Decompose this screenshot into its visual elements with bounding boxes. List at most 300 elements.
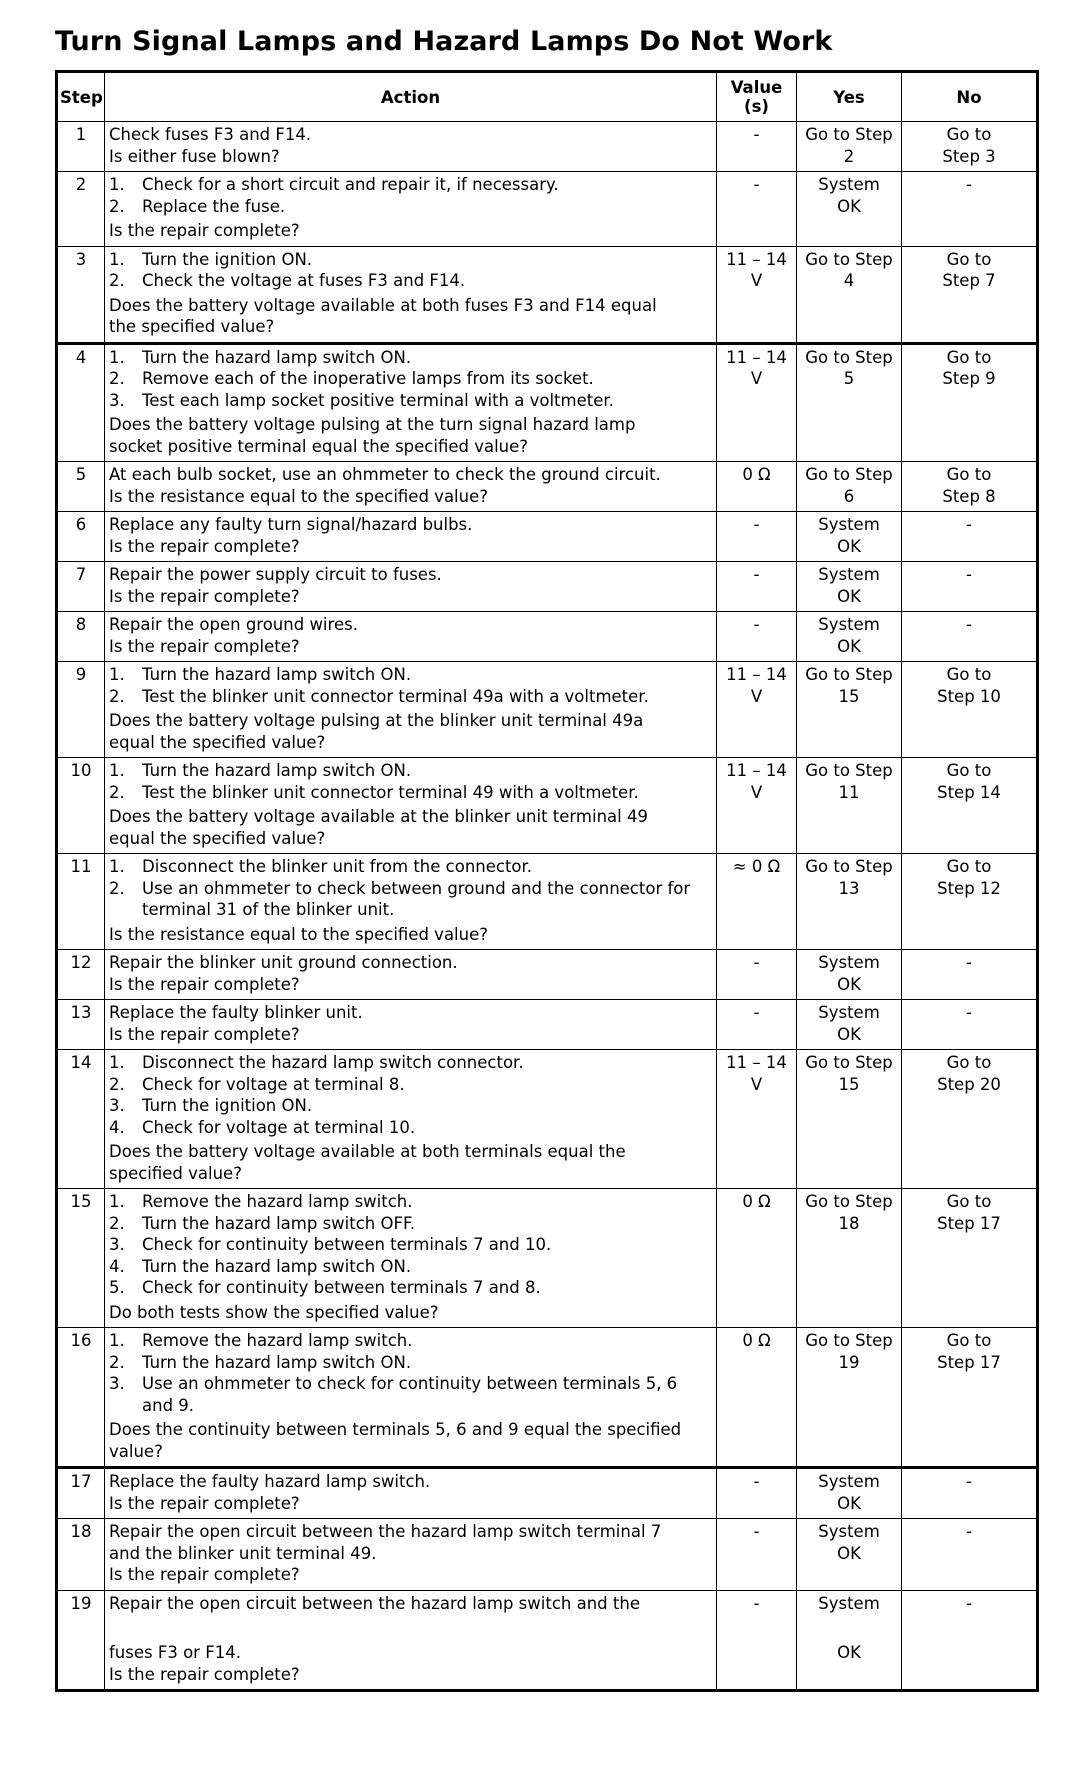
yes-line: 15 [838,1074,860,1094]
no-line: Go to [946,1192,992,1211]
value-line: - [753,1472,760,1491]
yes-line: OK [837,974,861,994]
no-cell [902,612,1038,662]
question-line: Is the repair complete? [109,221,300,240]
action-question [109,1564,712,1586]
action-question [109,414,712,457]
question-line: Does the battery voltage available at the blinker unit terminal 49 [109,807,648,826]
action-step-number: 2. [109,369,125,388]
yes-line: OK [837,1543,861,1563]
step-number: 19 [57,1590,105,1691]
value-cell [717,662,797,758]
question-line: Is the repair complete? [109,636,300,656]
no-line: Go to [946,249,992,269]
action-step-text: Turn the hazard lamp switch ON. [142,761,412,780]
spacer [109,1614,712,1642]
action-cell [105,1189,717,1328]
action-step-text: Check for voltage at terminal 10. [142,1117,416,1137]
table-row [57,1000,1038,1050]
no-line: Go to [946,665,992,684]
question-line: Is the resistance equal to the specified value? [109,486,489,506]
question-line: the specified value? [109,317,275,336]
value-line: 11 – 14 [726,761,787,780]
header-value-line: (s) [744,97,769,116]
action-cell [105,1328,717,1468]
action-step-number: 1. [109,761,125,780]
action-question [109,1302,712,1324]
action-step-text: Test the blinker unit connector terminal 49a with a voltmeter. [142,686,649,706]
value-line: 11 – 14 [726,665,787,684]
action-step-number: 5. [109,1278,125,1297]
no-line: - [966,515,972,534]
yes-line: Go to Step [805,249,893,269]
action-text: Check fuses F3 and F14. [109,125,312,144]
question-line: Is the repair complete? [109,1664,300,1684]
value-cell [717,343,797,462]
step-number: 15 [57,1189,105,1328]
action-step-text: Replace the fuse. [142,196,286,216]
no-line: - [966,565,972,584]
action-cell [105,122,717,172]
no-line: Go to [946,1053,992,1072]
action-step-number: 3. [109,1096,125,1115]
action-step-text: Turn the ignition ON. [142,249,313,269]
action-step-text: Remove the hazard lamp switch. [142,1331,413,1350]
action-cell [105,950,717,1000]
value-cell [717,1000,797,1050]
yes-cell [797,1000,902,1050]
action-text: Replace any faulty turn signal/hazard bulbs. [109,515,473,534]
action-step-text: Check for voltage at terminal 8. [142,1074,405,1094]
no-line: - [966,1593,972,1613]
question-line: Does the battery voltage available at both terminals equal the [109,1142,626,1161]
value-line: ≈ 0 Ω [732,857,781,876]
no-cell [902,246,1038,343]
action-step-number: 2. [109,271,125,290]
action-step-number: 3. [109,1374,125,1393]
yes-line: 4 [843,271,855,290]
action-cell [105,1519,717,1591]
action-step-item [109,1117,712,1139]
value-line: - [753,615,760,634]
yes-line: 11 [838,782,860,802]
value-line: 11 – 14 [726,249,787,269]
action-step-number: 2. [109,686,125,706]
no-line: Step 14 [937,782,1001,802]
yes-line: System [818,615,880,634]
value-line: V [750,1074,763,1094]
yes-cell [797,854,902,950]
step-number: 4 [57,343,105,462]
question-line: Does the battery voltage pulsing at the blinker unit terminal 49a [109,711,644,730]
step-number: 18 [57,1519,105,1591]
yes-cell [797,950,902,1000]
yes-cell [797,462,902,512]
value-line: 11 – 14 [726,1053,787,1072]
yes-line: System [818,953,880,972]
action-cell [105,512,717,562]
action-step-item [109,1052,712,1074]
header-value-line: Value [730,78,783,97]
action-cell [105,1050,717,1189]
question-line: Do both tests show the specified value? [109,1302,439,1322]
no-cell [902,172,1038,247]
action-question [109,146,712,168]
yes-line: Go to Step [805,347,893,367]
yes-cell [797,662,902,758]
step-number: 14 [57,1050,105,1189]
step-number: 2 [57,172,105,247]
value-line: V [750,271,763,290]
action-step-item [109,1191,712,1213]
action-step-item [109,1277,712,1299]
table-row [57,343,1038,462]
step-number: 5 [57,462,105,512]
yes-line: System [818,565,880,584]
no-line: Step 17 [937,1352,1001,1372]
table-row [57,1468,1038,1519]
question-line: Does the battery voltage pulsing at the turn signal hazard lamp [109,415,636,434]
yes-line: 2 [843,146,855,166]
header-yes: Yes [797,72,902,122]
action-question [109,924,712,946]
no-cell [902,758,1038,854]
yes-cell [797,512,902,562]
yes-cell [797,1590,902,1691]
step-number: 12 [57,950,105,1000]
value-line: - [753,1003,760,1022]
value-line: - [753,1593,760,1613]
action-step-item [109,856,712,878]
no-line: Step 20 [937,1074,1001,1094]
action-question [109,1024,712,1046]
no-line: - [966,1522,972,1541]
table-body [57,122,1038,1691]
action-step-text: Remove the hazard lamp switch. [142,1192,413,1211]
no-line: Go to [946,857,992,876]
table-row [57,1189,1038,1328]
no-cell [902,122,1038,172]
table-row [57,950,1038,1000]
question-line: Is the resistance equal to the specified value? [109,924,489,944]
table-row [57,1050,1038,1189]
table-row [57,512,1038,562]
action-step-item [109,270,712,292]
action-step-item [109,1373,712,1416]
no-cell [902,1468,1038,1519]
action-step-item [109,249,712,271]
action-step-item [109,1074,712,1096]
action-step-item [109,686,712,708]
question-line: Is the repair complete? [109,1565,300,1584]
step-number: 17 [57,1468,105,1519]
no-line: Step 9 [942,369,996,388]
step-number: 16 [57,1328,105,1468]
action-step-number: 1. [109,665,125,684]
action-question [109,1493,712,1515]
action-step-item [109,390,712,412]
step-number: 6 [57,512,105,562]
action-step-text: Turn the hazard lamp switch ON. [142,665,412,684]
action-cell [105,246,717,343]
action-step-number: 2. [109,196,125,216]
yes-cell [797,1468,902,1519]
action-cell [105,172,717,247]
value-cell [717,462,797,512]
value-line: - [753,1522,760,1541]
value-line: - [753,515,760,534]
table-row [57,1328,1038,1468]
action-step-number: 1. [109,857,125,876]
action-step-text: Turn the hazard lamp switch ON. [142,347,412,367]
value-line: V [750,369,763,388]
action-question [109,636,712,658]
action-step-text: Use an ohmmeter to check for continuity between terminals 5, 6 and 9. [142,1374,678,1415]
action-step-number: 2. [109,1213,125,1233]
no-line: - [966,175,972,194]
yes-line: System [818,515,880,534]
action-step-number: 1. [109,1331,125,1350]
no-cell [902,1050,1038,1189]
value-cell [717,122,797,172]
no-line: - [966,1003,972,1022]
yes-line: Go to Step [805,125,893,144]
yes-cell [797,1328,902,1468]
action-step-text: Check for a short circuit and repair it, if necessary. [142,175,559,194]
action-text: and the blinker unit terminal 49. [109,1543,377,1563]
action-text: Repair the blinker unit ground connection. [109,953,458,972]
value-cell [717,1328,797,1468]
yes-line: Go to Step [805,1331,893,1350]
value-line: V [750,782,763,802]
value-line: V [750,686,763,706]
no-cell [902,1328,1038,1468]
no-cell [902,562,1038,612]
action-cell [105,462,717,512]
action-text: Repair the power supply circuit to fuses. [109,565,442,584]
no-line: Go to [946,761,992,780]
table-row [57,758,1038,854]
yes-cell [797,122,902,172]
action-step-number: 2. [109,782,125,802]
value-cell [717,172,797,247]
value-line: 0 Ω [742,1192,771,1211]
value-cell [717,1590,797,1691]
yes-cell [797,612,902,662]
table-row [57,562,1038,612]
step-number: 3 [57,246,105,343]
step-number: 11 [57,854,105,950]
yes-line: Go to Step [805,857,893,876]
table-row [57,172,1038,247]
yes-line: OK [837,1643,861,1662]
action-step-text: Disconnect the blinker unit from the connector. [142,857,533,876]
action-text: Repair the open ground wires. [109,615,358,634]
action-step-item [109,760,712,782]
yes-cell [797,246,902,343]
value-cell [717,1050,797,1189]
yes-line: 15 [838,686,860,706]
action-step-text: Check the voltage at fuses F3 and F14. [142,271,466,290]
value-cell [717,246,797,343]
no-line: Step 3 [942,146,996,166]
action-step-text: Check for continuity between terminals 7 and 8. [142,1278,541,1297]
action-text: Repair the open circuit between the hazard lamp switch terminal 7 [109,1522,662,1541]
action-step-text: Use an ohmmeter to check between ground and the connector for terminal 31 of the blinker unit. [142,878,691,919]
no-line: Step 17 [937,1213,1001,1233]
value-cell [717,1468,797,1519]
action-text: Replace the faulty hazard lamp switch. [109,1472,431,1491]
yes-line: 6 [843,486,855,506]
no-cell [902,512,1038,562]
yes-line: OK [837,1024,861,1044]
value-cell [717,1519,797,1591]
yes-line: System [818,1593,880,1613]
question-line: Is the repair complete? [109,1493,300,1513]
action-step-number: 2. [109,1352,125,1372]
step-number: 8 [57,612,105,662]
yes-line: System [818,1003,880,1022]
header-no: No [902,72,1038,122]
action-step-item [109,782,712,804]
action-step-item [109,368,712,390]
value-line: - [753,953,760,972]
action-step-number: 1. [109,175,125,194]
action-question [109,536,712,558]
value-cell [717,1189,797,1328]
value-line: - [753,125,760,144]
table-row [57,462,1038,512]
question-line: equal the specified value? [109,732,326,752]
yes-cell [797,1189,902,1328]
yes-line: System [818,1522,880,1541]
action-cell [105,1000,717,1050]
action-question [109,974,712,996]
value-line: - [753,175,760,194]
table-row [57,246,1038,343]
no-cell [902,950,1038,1000]
no-line: Go to [946,1331,992,1350]
no-cell [902,1590,1038,1691]
no-line: Step 7 [942,271,996,290]
step-number: 7 [57,562,105,612]
value-cell [717,512,797,562]
value-cell [717,950,797,1000]
action-step-item [109,1256,712,1278]
yes-line: 13 [838,878,860,898]
yes-cell [797,758,902,854]
action-question [109,486,712,508]
yes-line: System [818,175,880,194]
yes-line: Go to Step [805,1053,893,1072]
no-cell [902,462,1038,512]
header-row [57,72,1038,122]
yes-line: Go to Step [805,1192,893,1211]
yes-cell [797,343,902,462]
action-text: Replace the faulty blinker unit. [109,1003,363,1022]
action-step-number: 1. [109,249,125,269]
yes-line: 19 [838,1352,860,1372]
table-row [57,1590,1038,1691]
action-cell [105,562,717,612]
no-line: Go to [946,465,992,484]
no-cell [902,662,1038,758]
no-cell [902,1189,1038,1328]
action-step-text: Turn the hazard lamp switch ON. [142,1256,412,1276]
action-text: At each bulb socket, use an ohmmeter to check the ground circuit. [109,465,661,484]
yes-line: OK [837,636,861,656]
question-line: equal the specified value? [109,828,326,848]
question-line: socket positive terminal equal the specified value? [109,436,529,456]
action-question [109,1664,712,1686]
spacer [799,1614,899,1642]
no-line: - [966,615,972,634]
no-line: - [966,1472,972,1491]
header-action: Action [105,72,717,122]
action-step-item [109,664,712,686]
yes-line: Go to Step [805,665,893,684]
action-step-item [109,1330,712,1352]
table-row [57,854,1038,950]
action-step-number: 4. [109,1256,125,1276]
value-cell [717,854,797,950]
no-line: Go to [946,347,992,367]
no-cell [902,854,1038,950]
yes-line: OK [837,1493,861,1513]
action-question [109,586,712,608]
value-line: - [753,565,760,584]
action-step-text: Check for continuity between terminals 7 and 10. [142,1235,552,1254]
action-step-text: Remove each of the inoperative lamps from its socket. [142,369,594,388]
action-step-number: 1. [109,347,125,367]
action-step-number: 2. [109,878,125,898]
action-cell [105,343,717,462]
question-line: Does the continuity between terminals 5, 6 and 9 equal the specified [109,1420,682,1439]
yes-cell [797,1050,902,1189]
value-line: 0 Ω [742,1331,771,1350]
action-step-item [109,1352,712,1374]
value-cell [717,562,797,612]
yes-line: OK [837,536,861,556]
no-line: Step 8 [942,486,996,506]
action-step-number: 1. [109,1192,125,1211]
value-cell [717,612,797,662]
action-cell [105,1590,717,1691]
yes-line: OK [837,196,861,216]
action-step-item [109,878,712,921]
step-number: 9 [57,662,105,758]
table-row [57,122,1038,172]
step-number: 10 [57,758,105,854]
question-line: Is the repair complete? [109,536,300,556]
no-cell [902,1000,1038,1050]
action-step-text: Turn the ignition ON. [142,1096,313,1115]
diagnostic-table [55,70,1039,1692]
question-line: Is the repair complete? [109,1024,300,1044]
step-number: 13 [57,1000,105,1050]
action-step-item [109,174,712,196]
action-step-text: Disconnect the hazard lamp switch connector. [142,1053,524,1072]
action-cell [105,612,717,662]
question-line: Is the repair complete? [109,974,300,994]
action-step-number: 1. [109,1053,125,1072]
action-question [109,806,712,849]
no-line: Step 10 [937,686,1001,706]
value-line: 0 Ω [742,465,771,484]
action-text: fuses F3 or F14. [109,1643,241,1662]
table-row [57,662,1038,758]
question-line: Is the repair complete? [109,586,300,606]
